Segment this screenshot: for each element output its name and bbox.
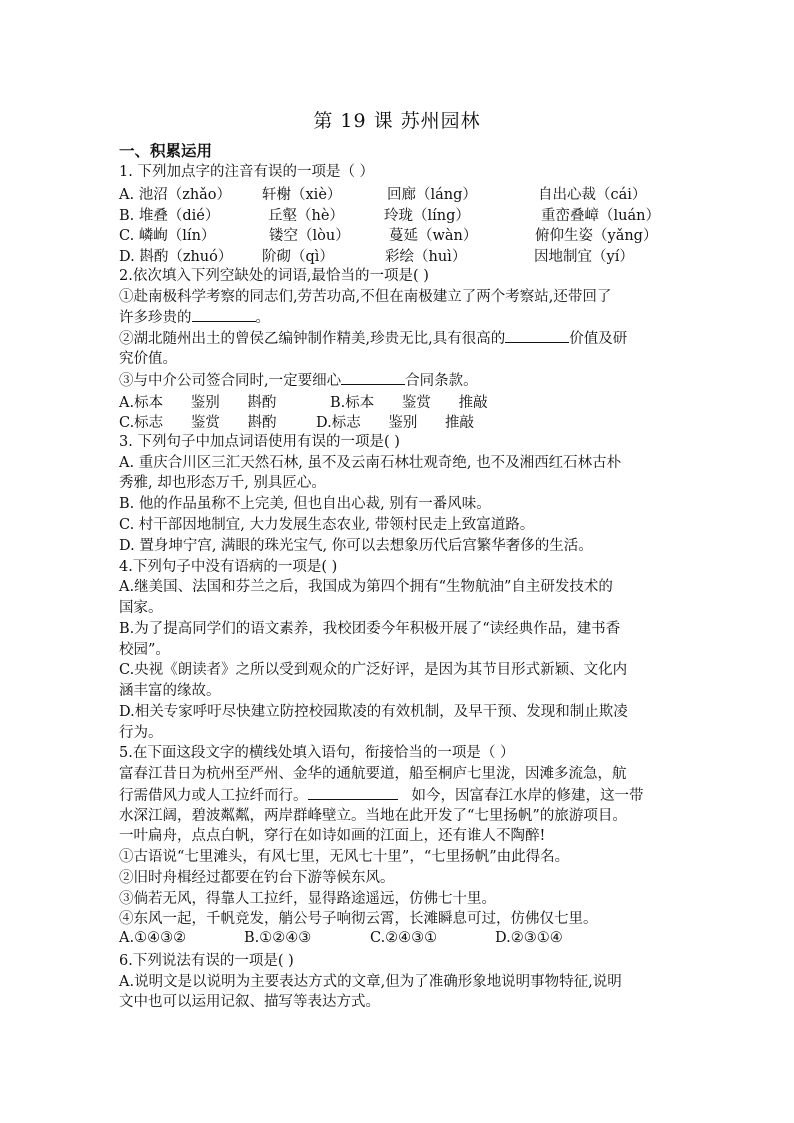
q1-option-a-2: 轩榭（xiè） [262, 187, 342, 203]
q3-option-a: A. 重庆合川区三汇天然石林, 虽不及云南石林壮观奇绝, 也不及湘西红石林古朴 [119, 455, 622, 471]
question-5-stem: 5.在下面这段文字的横线处填入语句，衔接恰当的一项是（ ） [119, 745, 515, 761]
lesson-title: 第 19 课 苏州园林 [313, 110, 481, 132]
question-4-stem: 4.下列句子中没有语病的一项是( ) [119, 559, 338, 575]
q1-option-d-2: 阶砌（qì） [262, 249, 334, 265]
q1-option-b-4: 重峦叠嶂（luán） [541, 208, 660, 224]
q3-option-a-cont: 秀雅, 却也形态万千, 别具匠心。 [119, 475, 326, 491]
q4-option-c-cont: 涵丰富的缘故。 [119, 683, 221, 699]
q1-option-b-2: 丘壑（hè） [268, 208, 344, 224]
q1-option-c-4: 俯仰生姿（yǎng） [535, 228, 658, 244]
q5-option-d: D.②③①④ [495, 930, 563, 946]
answer-blank [308, 785, 398, 800]
q2-sentence-3 [119, 370, 478, 391]
q2-sentence-2-pre: ②湖北随州出土的曾侯乙编钟制作精美,珍贵无比,具有很高的 [119, 331, 506, 347]
q1-option-d-1: D. 斟酌（zhuó） [119, 249, 233, 265]
q5-passage-2 [119, 785, 644, 806]
question-1-stem: 1. 下列加点字的注音有误的一项是（ ） [119, 164, 375, 180]
q5-passage-4: 一叶扁舟，点点白帆，穿行在如诗如画的江面上，还有谁人不陶醉! [119, 828, 546, 844]
q1-option-a-1: A. 池沼（zhǎo） [119, 187, 232, 203]
q5-passage-1: 富春江昔日为杭州至严州、金华的通航要道，船至桐庐七里泷，因滩多流急，航 [119, 766, 627, 782]
q1-option-c-1: C. 嶙峋（lín） [119, 228, 216, 244]
q5-sentence-2: ②旧时舟楫经过都要在钓台下游等候东风。 [119, 870, 395, 886]
q6-option-a-cont: 文中也可以运用记叙、描写等表达方式。 [119, 994, 380, 1010]
q4-option-a: A.继美国、法国和芬兰之后，我国成为第四个拥有“生物航油”自主研发技术的 [119, 579, 613, 595]
q2-option-c: C.标志 鉴赏 斟酌 [119, 415, 277, 431]
q5-option-c: C.②④③① [370, 930, 438, 946]
q1-option-d-3: 彩绘（huì） [385, 249, 467, 265]
q5-passage-2-post: 如今，因富春江水岸的修建，这一带 [411, 788, 644, 804]
q2-option-d: D.标志 鉴别 推敲 [316, 415, 475, 431]
q4-option-d-cont: 行为。 [119, 725, 163, 741]
q5-passage-3: 水深江阔，碧波粼粼，两岸群峰壁立。当地在此开发了“七里扬帆”的旅游项目。 [119, 808, 627, 824]
answer-blank [505, 328, 569, 343]
answer-blank [192, 307, 256, 322]
q4-option-d: D.相关专家呼吁尽快建立防控校园欺凌的有效机制，及早干预、发现和制止欺凌 [119, 704, 628, 720]
q3-option-d: D. 置身坤宁宫, 满眼的珠光宝气, 你可以去想象历代后宫繁华奢侈的生活。 [119, 538, 593, 554]
answer-blank [341, 370, 405, 385]
q2-sentence-1: ①赴南极科学考察的同志们,劳苦功高,不但在南极建立了两个考察站,还带回了 [119, 289, 612, 305]
q5-sentence-1: ①古语说“七里滩头，有风七里，无风七十里”，“七里扬帆”由此得名。 [119, 849, 570, 865]
q2-sentence-1-end: 。 [255, 310, 270, 326]
q6-option-a: A.说明文是以说明为主要表达方式的文章,但为了准确形象地说明事物特征,说明 [119, 974, 622, 990]
q5-option-a: A.①④③② [119, 930, 187, 946]
q2-sentence-3-pre: ③与中介公司签合同时,一定要细心 [119, 373, 342, 389]
question-2-stem: 2.依次填入下列空缺处的词语,最恰当的一项是( ) [119, 268, 429, 284]
q2-sentence-1-cont [119, 307, 270, 328]
q3-option-c: C. 村干部因地制宜, 大力发展生态农业, 带领村民走上致富道路。 [119, 517, 535, 533]
q1-option-a-4: 自出心裁（cái） [538, 187, 647, 203]
q1-option-b-3: 玲珑（líng） [384, 208, 470, 224]
q2-sentence-2 [119, 328, 627, 349]
q3-option-b: B. 他的作品虽称不上完美, 但也自出心裁, 别有一番风味。 [119, 496, 491, 512]
q1-option-a-3: 回廊（láng） [387, 187, 477, 203]
q5-option-b: B.①②④③ [244, 930, 312, 946]
q1-option-b-1: B. 堆叠（dié） [119, 208, 220, 224]
question-3-stem: 3. 下列句子中加点词语使用有误的一项是( ) [119, 434, 400, 450]
question-6-stem: 6.下列说法有误的一项是( ) [119, 953, 294, 969]
q1-option-c-2: 镂空（lòu） [269, 228, 350, 244]
q4-option-b-cont: 校园”。 [119, 642, 170, 658]
q1-option-d-4: 因地制宜（yí） [534, 249, 634, 265]
q2-sentence-3-post: 合同条款。 [405, 373, 478, 389]
q4-option-c: C.央视《朗读者》之所以受到观众的广泛好评，是因为其节目形式新颖、文化内 [119, 662, 628, 678]
q2-sentence-2-post: 价值及研 [569, 331, 628, 347]
q5-sentence-3: ③倘若无风，得靠人工拉纤，显得路途遥远，仿佛七十里。 [119, 891, 496, 907]
q5-passage-2-pre: 行需借风力或人工拉纤而行。 [119, 788, 308, 804]
q1-option-c-3: 蔓延（wàn） [389, 228, 478, 244]
q2-option-a: A.标本 鉴别 斟酌 [119, 395, 277, 411]
q5-sentence-4: ④东风一起，千帆竞发，艄公号子响彻云霄，长滩瞬息可过，仿佛仅七里。 [119, 911, 598, 927]
q2-option-b: B.标本 鉴赏 推敲 [330, 395, 488, 411]
section-heading: 一、积累运用 [119, 142, 213, 160]
q4-option-a-cont: 国家。 [119, 600, 163, 616]
q2-sentence-2-cont: 究价值。 [119, 351, 177, 367]
q2-sentence-1-text: 许多珍贵的 [119, 310, 192, 326]
q4-option-b: B.为了提高同学们的语文素养，我校团委今年积极开展了“读经典作品，建书香 [119, 621, 621, 637]
